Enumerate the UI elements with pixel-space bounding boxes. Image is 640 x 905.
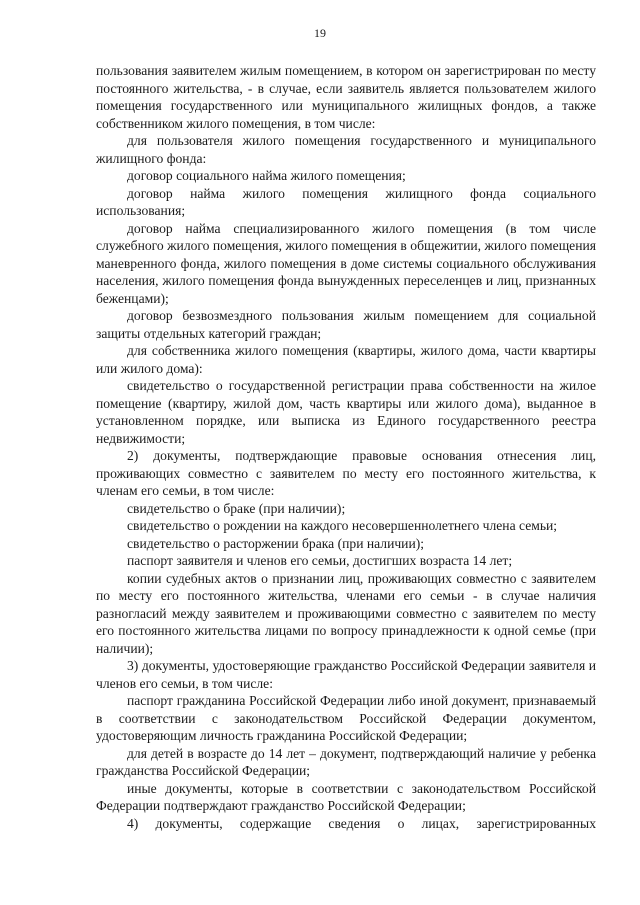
paragraph-social-use-lease: договор найма жилого помещения жилищного фонда социального использования; [96,185,596,218]
page-number: 19 [314,26,326,40]
paragraph-birth-certificate: свидетельство о рождении на каждого несовершеннолетнего члена семьи; [127,518,558,533]
paragraph-marriage-certificate: свидетельство о браке (при наличии); [127,500,346,516]
paragraph-divorce-certificate: свидетельство о расторжении брака (при наличии); [127,535,425,551]
paragraph-court-acts: копии судебных актов о признании лиц, проживающих совместно с заявителем по месту его постоянного жительства, членами его семьи - в случае наличия разногласий между заявителем и проживающими совместно с заявителем по месту его постоянного жительства лицами по вопросу принадлежности к одной семье (при наличии); [96,570,596,656]
paragraph-ownership-certificate: свидетельство о государственной регистрации права собственности на жилое помещение (квартиру, жилой дом, часть квартиры или жилого дома), выданное в установленном порядке, или выписка из Единого государственного реестра недвижимости; [96,378,596,446]
document-body [96,62,596,832]
paragraph-social-lease: договор социального найма жилого помещения; [127,168,406,183]
paragraph-other-documents: иные документы, которые в соответствии с законодательством Российской Федерации подтверждают гражданство Российской Федерации; [96,780,596,813]
paragraph-item-4: 4) документы, содержащие сведения о лицах, зарегистрированных [127,815,596,831]
paragraph-item-3: 3) документы, удостоверяющие гражданство Российской Федерации заявителя и членов его семьи, в том числе: [96,658,596,691]
paragraph-residence-basis: пользования заявителем жилым помещением, в котором он зарегистрирован по месту постоянного жительства, - в случае, если заявитель является пользователем жилого помещения государственного или муниципального жилищных фондов, а также собственником жилого помещения, в том числе: [96,63,596,131]
paragraph-for-owner: для собственника жилого помещения (квартиры, жилого дома, части квартиры или жилого дома): [96,343,596,376]
paragraph-children-citizenship: для детей в возрасте до 14 лет – документ, подтверждающий наличие у ребенка гражданства Российской Федерации; [96,745,596,778]
paragraph-specialized-lease: договор найма специализированного жилого помещения (в том числе служебного жилого помещения, жилого помещения в общежитии, жилого помещения маневренного фонда, жилого помещения в доме системы социального обслуживания населения, жилого помещения фонда вынужденных переселенцев и лиц, признанных беженцами); [96,220,596,306]
paragraph-item-2: 2) документы, подтверждающие правовые основания отнесения лиц, проживающих совместно с заявителем по месту его постоянного жительства, к членам его семьи, в том числе: [96,448,596,498]
paragraph-for-user: для пользователя жилого помещения государственного и муниципального жилищного фонда: [96,133,596,166]
paragraph-free-use: договор безвозмездного пользования жилым помещением для социальной защиты отдельных категорий граждан; [96,308,596,341]
paragraph-citizen-passport: паспорт гражданина Российской Федерации либо иной документ, признаваемый в соответствии с законодательством Российской Федерации документом, удостоверяющим личность гражданина Российской Федерации; [96,693,596,743]
paragraph-passport-family: паспорт заявителя и членов его семьи, достигших возраста 14 лет; [127,553,513,568]
